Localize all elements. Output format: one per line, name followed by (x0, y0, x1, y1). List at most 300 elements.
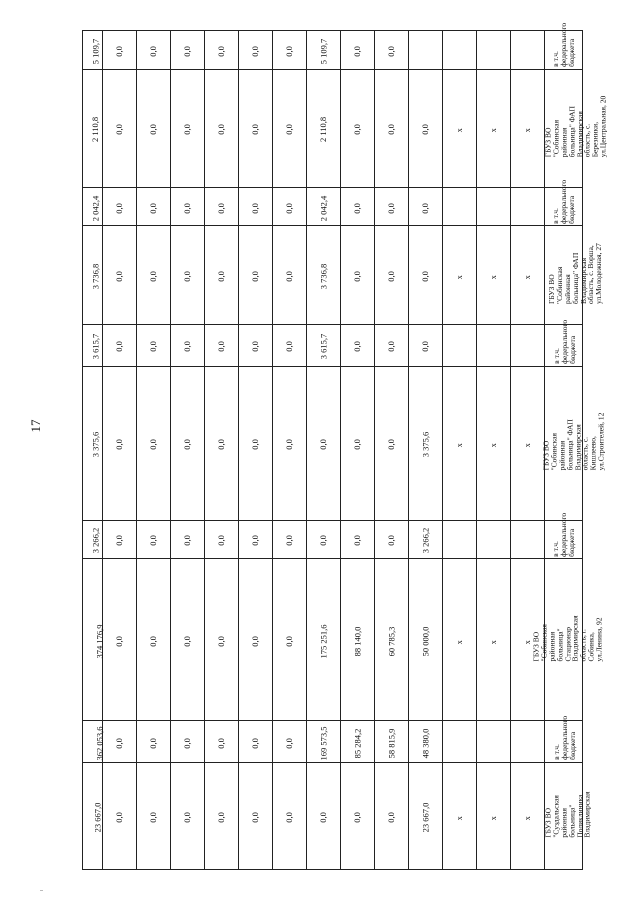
value-cell-c5 (375, 366, 409, 520)
cell-value: 50 000,0 (420, 626, 431, 657)
cell-value: 2 110,8 (90, 117, 101, 143)
cell-value: 85 284,2 (352, 728, 363, 758)
value-cell-c13 (103, 762, 137, 869)
cell-value: 0,0 (216, 341, 227, 353)
cell-value: 0,0 (148, 535, 159, 547)
mark-cell-x1 (511, 187, 545, 226)
federal-budget-row (83, 520, 583, 559)
cell-value: 0,0 (386, 124, 397, 135)
mark-cell-x3 (443, 325, 477, 366)
cell-value: 0,0 (284, 202, 295, 214)
cell-value: 0,0 (216, 635, 227, 647)
organization-name-line: область, с. (582, 123, 592, 158)
cell-value: 0,0 (352, 45, 363, 57)
cell-value: 0,0 (284, 124, 295, 135)
value-cell-c8 (273, 69, 307, 187)
value-cell-c5 (375, 559, 409, 721)
federal-budget-label-cell (545, 512, 583, 559)
value-cell-c13 (103, 559, 137, 721)
cell-value: 0,0 (182, 737, 193, 749)
cell-value: 58 815,9 (386, 728, 397, 758)
mark-cell-x2 (477, 559, 511, 721)
value-cell-c11 (171, 559, 205, 721)
cell-value: 0,0 (182, 341, 193, 353)
organization-name-line: районная (547, 631, 557, 662)
value-cell-c11 (171, 762, 205, 869)
organization-name-line: ГБУЗ ВО (541, 440, 551, 471)
organization-row (83, 69, 583, 187)
organization-name-line: Кишлеево, (588, 436, 598, 471)
value-cell-c8 (273, 721, 307, 762)
cell-value: 362 053,6 (94, 725, 105, 760)
mark-cell-x2 (477, 721, 511, 762)
cell-value: 3 266,2 (420, 528, 431, 554)
organization-name-line: ГБУЗ ВО (543, 127, 553, 158)
cell-value: 0,0 (114, 202, 125, 214)
mark-cell-x2 (477, 69, 511, 187)
cell-value: 0,0 (386, 202, 397, 214)
scan-artifact (40, 890, 43, 891)
cell-value: 3 615,7 (318, 334, 329, 360)
value-cell-c13 (103, 187, 137, 226)
value-cell-c9 (239, 31, 273, 70)
value-cell-c9 (239, 187, 273, 226)
mark-cell-x3 (443, 187, 477, 226)
cell-value: 0,0 (284, 737, 295, 749)
organization-name-line: область, с. Ворша, (586, 245, 596, 305)
cell-value: 0,0 (386, 811, 397, 823)
cross-mark: х (522, 443, 532, 448)
cell-value: 0,0 (216, 124, 227, 135)
value-cell-c9 (239, 325, 273, 366)
cross-mark: х (488, 816, 498, 821)
mark-cell-x2 (477, 762, 511, 869)
organization-name (548, 243, 603, 304)
cell-value: 0,0 (250, 271, 261, 283)
value-cell-c13 (103, 226, 137, 325)
mark-cell-x1 (511, 520, 545, 559)
value-cell-c13 (103, 325, 137, 366)
cell-value: 48 380,0 (420, 728, 431, 758)
value-cell-c10 (205, 559, 239, 721)
value-cell-c4 (409, 187, 443, 226)
value-cell-c5 (375, 69, 409, 187)
cross-mark: х (488, 443, 498, 448)
cell-value: 5 109,7 (90, 38, 101, 64)
value-cell-c9 (239, 366, 273, 520)
cell-value: 0,0 (216, 271, 227, 283)
cell-value: 0,0 (182, 811, 193, 823)
value-cell-c6 (341, 69, 375, 187)
mark-cell-x2 (477, 187, 511, 226)
organization-name-line: Владимирская (572, 424, 582, 471)
organization-name-line: Стационар (563, 626, 573, 662)
cell-value: 0,0 (386, 439, 397, 450)
cell-value: 23 667,0 (420, 802, 431, 833)
organization-name-cell (541, 366, 606, 520)
cell-value: 0,0 (352, 124, 363, 135)
value-cell-c6 (341, 31, 375, 70)
value-cell-c10 (205, 226, 239, 325)
cell-value: 0,0 (420, 341, 431, 353)
cell-value: 0,0 (216, 535, 227, 547)
federal-budget-row (83, 31, 583, 70)
value-cell-c12 (137, 520, 171, 559)
cell-value: 0,0 (386, 45, 397, 57)
value-cell-c14 (83, 721, 103, 762)
cell-value: 0,0 (114, 439, 125, 450)
organization-name-line: Владимирская (574, 111, 584, 158)
value-cell-c7 (307, 559, 341, 721)
cell-value: 0,0 (284, 439, 295, 450)
value-cell-c4 (409, 366, 443, 520)
budget-table-container (82, 23, 608, 870)
cell-value: 0,0 (250, 535, 261, 547)
value-cell-c10 (205, 520, 239, 559)
value-cell-c6 (341, 762, 375, 869)
cell-value: 3 375,6 (90, 431, 101, 458)
mark-cell-x3 (443, 226, 477, 325)
organization-name-line: "Собинская (554, 266, 564, 305)
value-cell-c12 (137, 559, 171, 721)
cell-value: 0,0 (148, 439, 159, 450)
cell-value: 0,0 (148, 341, 159, 353)
organization-row (83, 226, 583, 325)
cell-value: 23 667,0 (92, 802, 103, 833)
value-cell-c12 (137, 325, 171, 366)
value-cell-c7 (307, 226, 341, 325)
value-cell-c4 (409, 325, 443, 366)
cross-mark: х (522, 816, 532, 821)
value-cell-c10 (205, 721, 239, 762)
value-cell-c8 (273, 559, 307, 721)
cell-value: 0,0 (250, 124, 261, 135)
value-cell-c8 (273, 366, 307, 520)
cell-value: 0,0 (114, 811, 125, 823)
value-cell-c13 (103, 520, 137, 559)
value-cell-c4 (409, 762, 443, 869)
cell-value: 0,0 (216, 45, 227, 57)
value-cell-c14 (83, 762, 103, 869)
value-cell-c5 (375, 325, 409, 366)
value-cell-c4 (409, 520, 443, 559)
cell-value: 5 109,7 (318, 38, 329, 64)
value-cell-c7 (307, 31, 341, 70)
cell-value: 175 251,6 (318, 624, 329, 659)
cell-value: 3 736,8 (318, 263, 329, 290)
cross-mark: х (522, 128, 532, 133)
value-cell-c10 (205, 31, 239, 70)
mark-cell-x1 (511, 721, 545, 762)
cell-value: 0,0 (250, 737, 261, 749)
federal-budget-label: в т.ч. федерального бюджета (552, 715, 577, 760)
organization-name-line: Собинка, (586, 631, 596, 662)
value-cell-c14 (83, 187, 103, 226)
organization-name-line: ул.Ленина, 92 (594, 617, 604, 662)
value-cell-c13 (103, 31, 137, 70)
value-cell-c12 (137, 762, 171, 869)
value-cell-c11 (171, 721, 205, 762)
cell-value: 0,0 (148, 202, 159, 214)
value-cell-c11 (171, 226, 205, 325)
organization-name-line: ул.Центральная, 20 (598, 95, 608, 158)
federal-budget-label: в т.ч. федерального бюджета (551, 180, 576, 224)
cell-value: 0,0 (420, 202, 431, 214)
organization-name-line: Владимирская (578, 258, 588, 305)
value-cell-c8 (273, 762, 307, 869)
value-cell-c4 (409, 69, 443, 187)
mark-cell-x1 (511, 325, 545, 366)
organization-name-line: районная (557, 440, 567, 471)
cell-value: 0,0 (318, 439, 329, 450)
cell-value: 2 042,4 (318, 195, 329, 221)
value-cell-c14 (83, 226, 103, 325)
cell-value: 0,0 (148, 811, 159, 823)
cell-value: 0,0 (114, 45, 125, 57)
cell-value: 0,0 (148, 635, 159, 647)
organization-name-line: ул.Молодежная, 27 (594, 243, 604, 305)
cell-value: 0,0 (148, 124, 159, 135)
cell-value: 0,0 (284, 535, 295, 547)
organization-name-line: ул.Строителей, 12 (596, 412, 606, 471)
value-cell-c13 (103, 721, 137, 762)
value-cell-c11 (171, 366, 205, 520)
value-cell-c10 (205, 187, 239, 226)
value-cell-c4 (409, 721, 443, 762)
value-cell-c5 (375, 721, 409, 762)
cell-value: 2 042,4 (90, 195, 101, 221)
value-cell-c12 (137, 721, 171, 762)
value-cell-c9 (239, 226, 273, 325)
mark-cell-x1 (511, 31, 545, 70)
organization-name-line: больница" ФАП (570, 252, 580, 305)
cell-value: 0,0 (182, 635, 193, 647)
cross-mark: х (488, 275, 498, 280)
value-cell-c9 (239, 559, 273, 721)
mark-cell-x2 (477, 520, 511, 559)
value-cell-c14 (83, 559, 103, 721)
cell-value: 2 110,8 (318, 117, 329, 143)
federal-budget-label-cell (545, 715, 583, 762)
cell-value: 0,0 (182, 271, 193, 283)
cell-value: 0,0 (386, 341, 397, 353)
value-cell-c7 (307, 721, 341, 762)
value-cell-c5 (375, 187, 409, 226)
value-cell-c12 (137, 31, 171, 70)
organization-row (83, 366, 583, 520)
organization-name-line: "Собинская (551, 120, 561, 158)
cell-value: 0,0 (148, 45, 159, 57)
cell-value: 3 736,8 (90, 263, 101, 290)
cell-value: 0,0 (352, 439, 363, 450)
cell-value: 0,0 (284, 635, 295, 647)
mark-cell-x2 (477, 31, 511, 70)
organization-name-cell (545, 226, 604, 325)
value-cell-c12 (137, 69, 171, 187)
mark-cell-x2 (477, 366, 511, 520)
organization-name-cell (543, 762, 592, 869)
mark-cell-x3 (443, 559, 477, 721)
cell-value: 0,0 (386, 535, 397, 547)
value-cell-c5 (375, 226, 409, 325)
federal-budget-label: в т.ч. федерального бюджета (551, 512, 576, 557)
value-cell-c10 (205, 69, 239, 187)
cell-value: 0,0 (352, 271, 363, 283)
mark-cell-x3 (443, 721, 477, 762)
mark-cell-x1 (511, 226, 545, 325)
cell-value: 0,0 (420, 124, 431, 135)
value-cell-c6 (341, 226, 375, 325)
organization-name-line: районная (559, 807, 569, 838)
value-cell-c11 (171, 520, 205, 559)
cell-value: 0,0 (250, 635, 261, 647)
cell-value: 0,0 (114, 341, 125, 353)
cell-value: 0,0 (182, 439, 193, 450)
cell-value: 0,0 (250, 45, 261, 57)
value-cell-c6 (341, 187, 375, 226)
value-cell-c7 (307, 325, 341, 366)
federal-budget-label: в т.ч. федерального бюджета (552, 319, 577, 364)
value-cell-c11 (171, 69, 205, 187)
cross-mark: х (454, 639, 464, 644)
cell-value: 0,0 (216, 811, 227, 823)
cell-value: 0,0 (114, 124, 125, 135)
mark-cell-x1 (511, 762, 545, 869)
cell-value: 0,0 (114, 635, 125, 647)
organization-name-line: область, г. (578, 628, 588, 662)
organization-name-cell (531, 559, 604, 721)
organization-name-line: больница" ФАП (566, 106, 576, 158)
value-cell-c6 (341, 520, 375, 559)
mark-cell-x3 (443, 31, 477, 70)
cross-mark: х (454, 128, 464, 133)
organization-name-line: районная (562, 274, 572, 305)
organization-name-line: Березники, (590, 122, 600, 158)
cross-mark: х (454, 816, 464, 821)
cell-value: 0,0 (216, 439, 227, 450)
value-cell-c7 (307, 762, 341, 869)
organization-name (542, 413, 605, 471)
federal-budget-label-cell (545, 319, 583, 366)
value-cell-c11 (171, 31, 205, 70)
mark-cell-x3 (443, 520, 477, 559)
cell-value: 3 375,6 (420, 431, 431, 458)
cross-mark: х (488, 128, 498, 133)
cell-value: 0,0 (284, 271, 295, 283)
organization-name-line: область, с. (580, 436, 590, 471)
value-cell-c5 (375, 31, 409, 70)
value-cell-c7 (307, 366, 341, 520)
value-cell-c8 (273, 31, 307, 70)
value-cell-c8 (273, 520, 307, 559)
cross-mark: х (522, 639, 532, 644)
value-cell-c12 (137, 366, 171, 520)
cell-value: 0,0 (182, 202, 193, 214)
cell-value: 0,0 (148, 737, 159, 749)
organization-name-line: "Собинская (539, 623, 549, 662)
value-cell-c12 (137, 187, 171, 226)
organization-row (83, 559, 583, 721)
value-cell-c9 (239, 762, 273, 869)
value-cell-c7 (307, 520, 341, 559)
value-cell-c13 (103, 69, 137, 187)
value-cell-c4 (409, 31, 443, 70)
federal-budget-label: в т.ч. федерального бюджета (551, 23, 576, 68)
value-cell-c5 (375, 762, 409, 869)
value-cell-c5 (375, 520, 409, 559)
value-cell-c14 (83, 69, 103, 187)
mark-cell-x1 (511, 366, 545, 520)
value-cell-c9 (239, 721, 273, 762)
value-cell-c7 (307, 187, 341, 226)
value-cell-c12 (137, 226, 171, 325)
value-cell-c9 (239, 520, 273, 559)
value-cell-c4 (409, 226, 443, 325)
mark-cell-x2 (477, 325, 511, 366)
value-cell-c13 (103, 366, 137, 520)
organization-name (544, 96, 607, 158)
cross-mark: х (488, 639, 498, 644)
page-number: 17 (28, 419, 43, 433)
organization-name-cell (543, 69, 608, 187)
cell-value: 0,0 (182, 124, 193, 135)
cell-value: 0,0 (250, 439, 261, 450)
value-cell-c4 (409, 559, 443, 721)
mark-cell-x1 (511, 69, 545, 187)
value-cell-c14 (83, 31, 103, 70)
organization-name-line: больница" (555, 628, 565, 662)
cell-value: 169 573,5 (318, 725, 329, 760)
value-cell-c6 (341, 366, 375, 520)
cell-value: 0,0 (352, 202, 363, 214)
cell-value: 0,0 (284, 341, 295, 353)
value-cell-c8 (273, 325, 307, 366)
value-cell-c14 (83, 366, 103, 520)
value-cell-c6 (341, 325, 375, 366)
cell-value: 0,0 (182, 535, 193, 547)
cell-value: 0,0 (318, 811, 329, 823)
cross-mark: х (454, 275, 464, 280)
cell-value: 0,0 (114, 535, 125, 547)
cell-value: 0,0 (352, 341, 363, 353)
cell-value: 0,0 (318, 535, 329, 547)
federal-budget-label-cell (545, 23, 583, 70)
cell-value: 0,0 (386, 271, 397, 283)
budget-table (82, 23, 608, 870)
mark-cell-x3 (443, 69, 477, 187)
mark-cell-x3 (443, 366, 477, 520)
organization-row (83, 762, 583, 869)
organization-name-line: Владимирская (582, 791, 592, 838)
cell-value: 0,0 (216, 737, 227, 749)
cell-value: 0,0 (352, 811, 363, 823)
mark-cell-x3 (443, 762, 477, 869)
organization-name-line: больница" (567, 804, 577, 838)
value-cell-c11 (171, 187, 205, 226)
federal-budget-label-cell (545, 180, 583, 226)
cell-value: 0,0 (182, 45, 193, 57)
cell-value: 0,0 (114, 737, 125, 749)
cell-value: 0,0 (148, 271, 159, 283)
federal-budget-row (83, 721, 583, 762)
organization-name-line: ГБУЗ ВО (531, 631, 541, 662)
organization-name (544, 791, 591, 837)
cell-value: 0,0 (420, 271, 431, 283)
organization-name-line: "Суздальская (551, 794, 561, 838)
mark-cell-x2 (477, 226, 511, 325)
organization-name (533, 615, 604, 661)
value-cell-c6 (341, 559, 375, 721)
